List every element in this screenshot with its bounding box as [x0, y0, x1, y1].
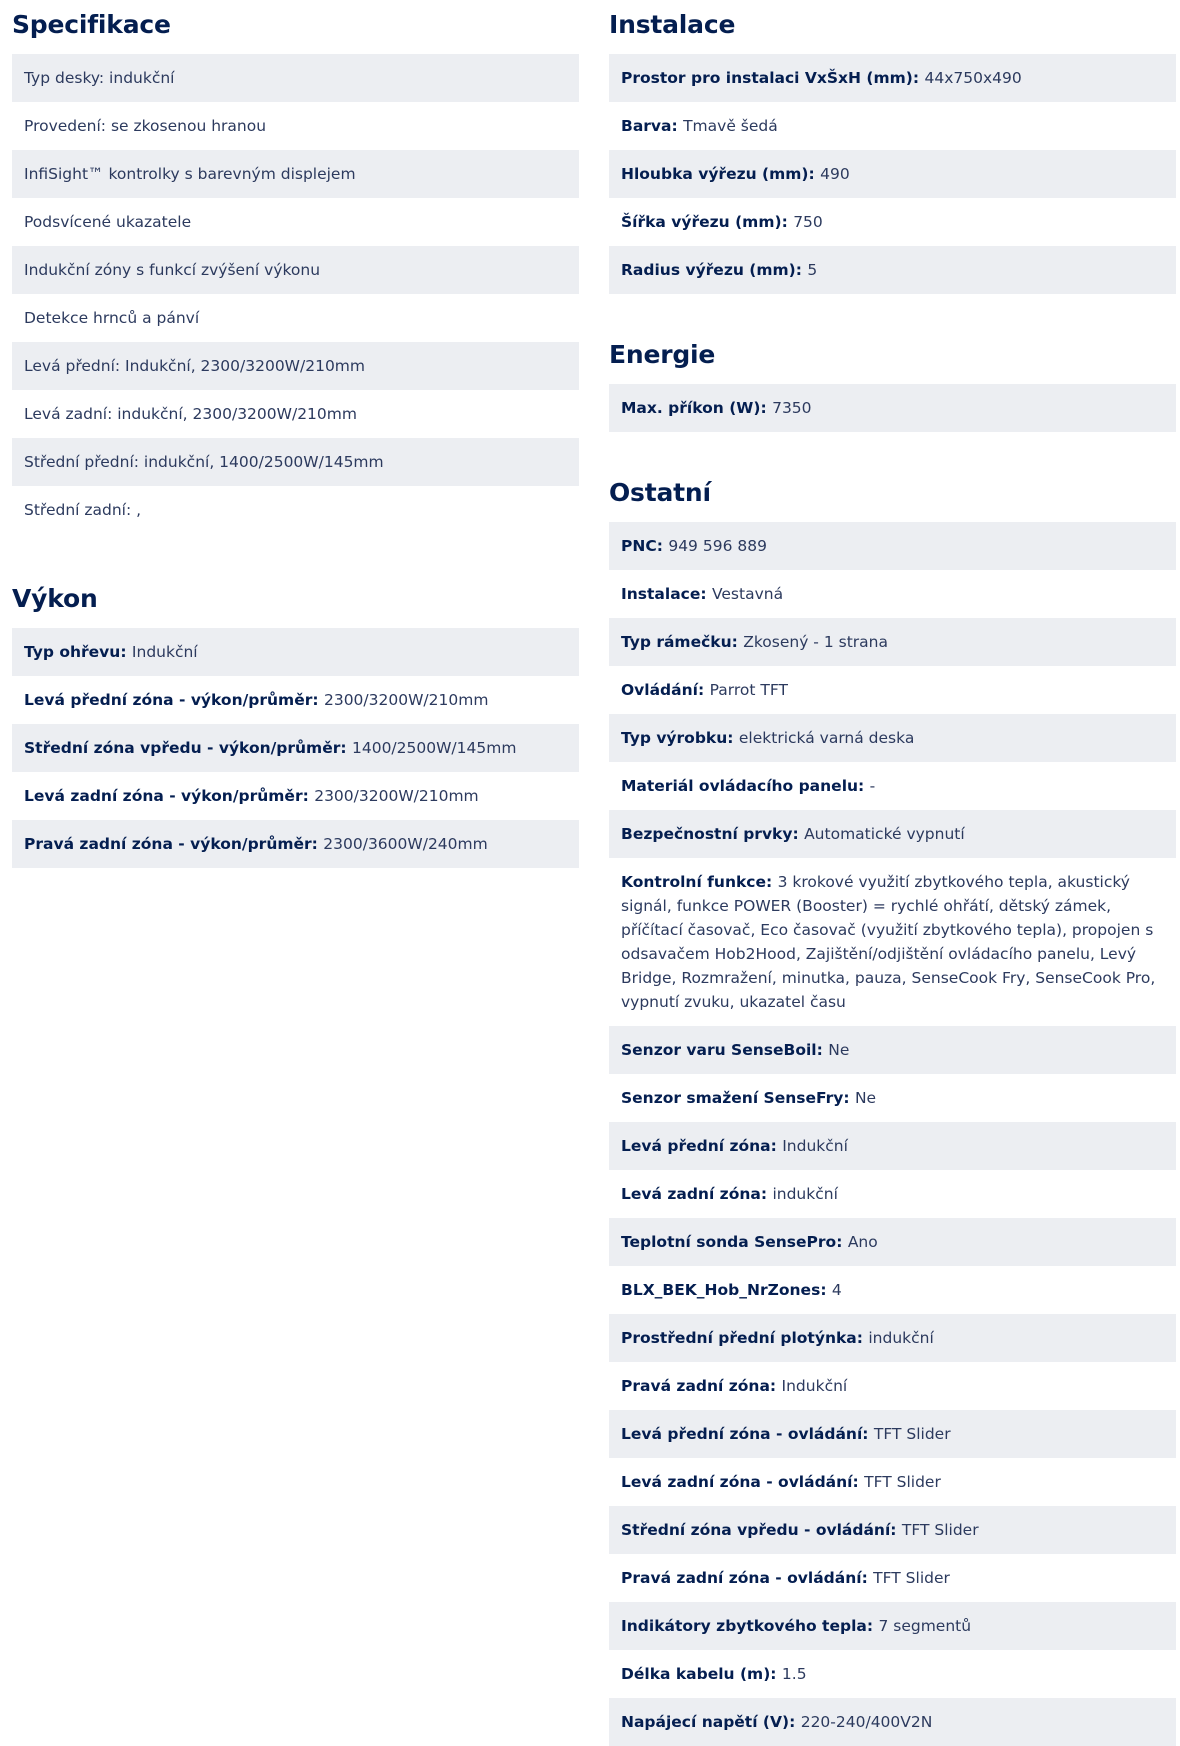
spec-row [609, 1026, 1176, 1074]
spec-row-label: Šířka výřezu (mm) [621, 213, 782, 231]
spec-row-label: Pravá zadní zóna [621, 1377, 770, 1395]
spec-row [609, 1122, 1176, 1170]
spec-row [12, 628, 579, 676]
spec-row [12, 820, 579, 868]
spec-row-separator: : [671, 117, 684, 135]
spec-row-separator: : [302, 787, 315, 805]
spec-row-separator: : [760, 1185, 773, 1203]
spec-row-separator: : [858, 777, 870, 795]
spec-row-value: Indukční [781, 1377, 848, 1395]
spec-row-value: Tmavě šedá [683, 117, 778, 135]
spec-row-separator: : [781, 213, 794, 231]
spec-row-value: 4 [831, 1281, 842, 1299]
spec-row-label: Střední zóna vpředu - výkon/průměr [24, 739, 341, 757]
spec-row-label: Max. příkon (W) [621, 399, 761, 417]
spec-row-value: Ne [854, 1089, 877, 1107]
spec-row [609, 1362, 1176, 1410]
spec-row-label: Teplotní sonda SensePro [621, 1233, 837, 1251]
spec-row-separator: : [770, 1665, 782, 1683]
spec-row-separator: : [760, 399, 773, 417]
spec-row [609, 1314, 1176, 1362]
left-column [12, 0, 579, 868]
spec-row-separator: : [789, 1713, 801, 1731]
spec-row-value: TFT Slider [864, 1473, 941, 1491]
spec-row [609, 666, 1176, 714]
spec-row-separator: : [861, 1569, 874, 1587]
spec-row [609, 1506, 1176, 1554]
spec-row-value: TFT Slider [901, 1521, 979, 1539]
instalace-list [609, 54, 1176, 294]
spec-row-separator: : [697, 681, 710, 699]
spec-row-label: Střední zóna vpředu - ovládání [621, 1521, 891, 1539]
spec-row-separator: : [792, 825, 805, 843]
spec-row [609, 198, 1176, 246]
spec-row-separator: : [808, 165, 821, 183]
spec-row-label: Ovládání [621, 681, 698, 699]
spec-row-value: Parrot TFT [709, 681, 788, 699]
spec-row-label: Levá zadní zóna [621, 1185, 761, 1203]
spec-row-separator: : [795, 261, 808, 279]
spec-row-text: Provedení: se zkosenou hranou [24, 117, 267, 135]
spec-row-value: 44x750x490 [924, 69, 1022, 87]
spec-row-value: - [869, 777, 876, 795]
spec-row [609, 150, 1176, 198]
specifikace-list [12, 54, 579, 534]
spec-row-label: Indikátory zbytkového tepla [621, 1617, 867, 1635]
spec-row-label: Délka kabelu (m) [621, 1665, 771, 1683]
spec-row-label: Radius výřezu (mm) [621, 261, 796, 279]
spec-row-label: Senzor smažení SenseFry [621, 1089, 844, 1107]
spec-row-label: Senzor varu SenseBoil [621, 1041, 817, 1059]
spec-row [609, 1074, 1176, 1122]
spec-row-label: Pravá zadní zóna - ovládání [621, 1569, 862, 1587]
spec-row-separator: : [866, 1617, 879, 1635]
spec-row-separator: : [120, 643, 132, 661]
spec-row [609, 1218, 1176, 1266]
spec-row-label: Levá zadní zóna - ovládání [621, 1473, 853, 1491]
spec-row [609, 1698, 1176, 1746]
spec-row [609, 618, 1176, 666]
spec-row-value: 2300/3600W/240mm [323, 835, 488, 853]
spec-row-value: 1400/2500W/145mm [351, 739, 517, 757]
spec-row-label: Hloubka výřezu (mm) [621, 165, 809, 183]
instalace-heading: Instalace [609, 10, 736, 39]
spec-row-separator: : [912, 69, 925, 87]
spec-row [12, 772, 579, 820]
spec-row [609, 1554, 1176, 1602]
spec-row-separator: : [856, 1329, 869, 1347]
spec-row [609, 714, 1176, 762]
spec-row-value: Ano [847, 1233, 878, 1251]
spec-row-label: Napájecí napětí (V) [621, 1713, 790, 1731]
spec-row [12, 102, 579, 150]
spec-row-label: Barva [621, 117, 672, 135]
energie-heading: Energie [609, 340, 716, 369]
spec-row [609, 522, 1176, 570]
ostatni-heading: Ostatní [609, 478, 711, 507]
spec-row-label: Levá přední zóna [621, 1137, 771, 1155]
spec-row-text: InfiSight™ kontrolky s barevným displejem [24, 165, 356, 183]
spec-row [609, 54, 1176, 102]
spec-row [609, 1458, 1176, 1506]
spec-row-value: 7350 [772, 399, 812, 417]
vykon-heading: Výkon [12, 584, 98, 613]
spec-row-value: TFT Slider [873, 1569, 950, 1587]
spec-row-value: Indukční [131, 643, 198, 661]
spec-row [12, 294, 579, 342]
spec-row [609, 1170, 1176, 1218]
spec-row-value: 490 [820, 165, 850, 183]
spec-row-text: Podsvícené ukazatele [24, 213, 192, 231]
spec-row-value: 1.5 [781, 1665, 807, 1683]
spec-row [609, 246, 1176, 294]
right-column [609, 0, 1176, 1746]
spec-row-value: indukční [772, 1185, 838, 1203]
spec-row-value: indukční [868, 1329, 934, 1347]
spec-row-separator: : [836, 1233, 848, 1251]
spec-row [12, 342, 579, 390]
spec-row-label: Levá přední zóna - ovládání [621, 1425, 863, 1443]
spec-row-label: Levá zadní zóna - výkon/průměr [24, 787, 303, 805]
ostatni-list [609, 522, 1176, 1746]
spec-row-value: 220-240/400V2N [800, 1713, 933, 1731]
spec-row-label: Instalace [621, 585, 701, 603]
spec-row-separator: : [862, 1425, 874, 1443]
energie-list [609, 384, 1176, 432]
spec-row-separator: : [700, 585, 712, 603]
spec-row-value: 750 [793, 213, 823, 231]
specifikace-heading: Specifikace [12, 10, 171, 39]
spec-row [12, 486, 579, 534]
spec-row-separator: : [770, 1137, 783, 1155]
spec-row-separator: : [769, 1377, 782, 1395]
spec-row-label: Kontrolní funkce [621, 873, 767, 891]
spec-row-label: Levá přední zóna - výkon/průměr [24, 691, 313, 709]
spec-row-separator: : [852, 1473, 865, 1491]
spec-row-separator: : [816, 1041, 829, 1059]
spec-row-separator: : [731, 633, 744, 651]
spec-row-separator: : [766, 873, 778, 891]
spec-row [12, 246, 579, 294]
spec-row-text: Střední přední: indukční, 1400/2500W/145mm [24, 453, 384, 471]
spec-row-text: Levá zadní: indukční, 2300/3200W/210mm [24, 405, 357, 423]
spec-row-separator: : [820, 1281, 832, 1299]
spec-row-text: Indukční zóny s funkcí zvýšení výkonu [24, 261, 321, 279]
spec-row-label: PNC [621, 537, 657, 555]
spec-row-separator: : [843, 1089, 855, 1107]
spec-row [609, 1410, 1176, 1458]
spec-row-label: BLX_BEK_Hob_NrZones [621, 1281, 821, 1299]
spec-row-value: Ne [828, 1041, 850, 1059]
spec-row [609, 1266, 1176, 1314]
spec-row-text: Střední zadní: , [24, 501, 142, 519]
spec-row-label: Prostřední přední plotýnka [621, 1329, 857, 1347]
spec-row-text: Typ desky: indukční [24, 69, 175, 87]
spec-row-label: Pravá zadní zóna - výkon/průměr [24, 835, 312, 853]
spec-row [12, 390, 579, 438]
spec-row-label: Typ výrobku [621, 729, 728, 747]
spec-row-value: 2300/3200W/210mm [323, 691, 489, 709]
spec-row [12, 438, 579, 486]
spec-row-separator: : [312, 691, 324, 709]
spec-row-value: 949 596 889 [668, 537, 767, 555]
spec-row-label: Materiál ovládacího panelu [621, 777, 859, 795]
spec-row-label: Bezpečnostní prvky [621, 825, 793, 843]
spec-row [609, 570, 1176, 618]
spec-row [609, 858, 1176, 1026]
spec-row-value: elektrická varná deska [738, 729, 915, 747]
spec-row-separator: : [727, 729, 739, 747]
spec-row [609, 1650, 1176, 1698]
spec-row-value: Vestavná [711, 585, 784, 603]
spec-row-value: 5 [807, 261, 818, 279]
spec-row-value: 3 krokové využití zbytkového tepla, akustický signál, funkce POWER (Booster) = rychlé ohřátí, dětský zámek, příčítací časovač, Eco časovač (využití zbytkového tepla), propojen s odsavačem Hob2Hood, Zajištění/odjištění ovládacího panelu, Levý Bridge, Rozmražení, minutka, pauza, SenseCook Fry, SenseCook Pro, vypnutí zvuku, ukazatel času [621, 873, 1156, 1011]
spec-row-separator: : [311, 835, 324, 853]
spec-row-value: Zkosený - 1 strana [743, 633, 888, 651]
spec-row [12, 54, 579, 102]
spec-row-value: Automatické vypnutí [804, 825, 965, 843]
vykon-list [12, 628, 579, 868]
spec-row [12, 150, 579, 198]
spec-row-label: Typ ohřevu [24, 643, 121, 661]
spec-row [609, 1602, 1176, 1650]
spec-row-label: Prostor pro instalaci VxŠxH (mm) [621, 69, 913, 87]
spec-row [609, 810, 1176, 858]
spec-row-label: Typ rámečku [621, 633, 732, 651]
spec-row-value: 7 segmentů [878, 1617, 972, 1635]
spec-row [12, 724, 579, 772]
spec-row [609, 762, 1176, 810]
spec-row [12, 198, 579, 246]
spec-row-text: Detekce hrnců a pánví [24, 309, 200, 327]
spec-row-value: 2300/3200W/210mm [314, 787, 479, 805]
spec-row-separator: : [656, 537, 669, 555]
spec-row-separator: : [890, 1521, 902, 1539]
spec-row-value: Indukční [782, 1137, 848, 1155]
spec-row-separator: : [340, 739, 352, 757]
spec-row [12, 676, 579, 724]
spec-row [609, 384, 1176, 432]
spec-row-text: Levá přední: Indukční, 2300/3200W/210mm [24, 357, 366, 375]
spec-row-value: TFT Slider [873, 1425, 951, 1443]
spec-row [609, 102, 1176, 150]
